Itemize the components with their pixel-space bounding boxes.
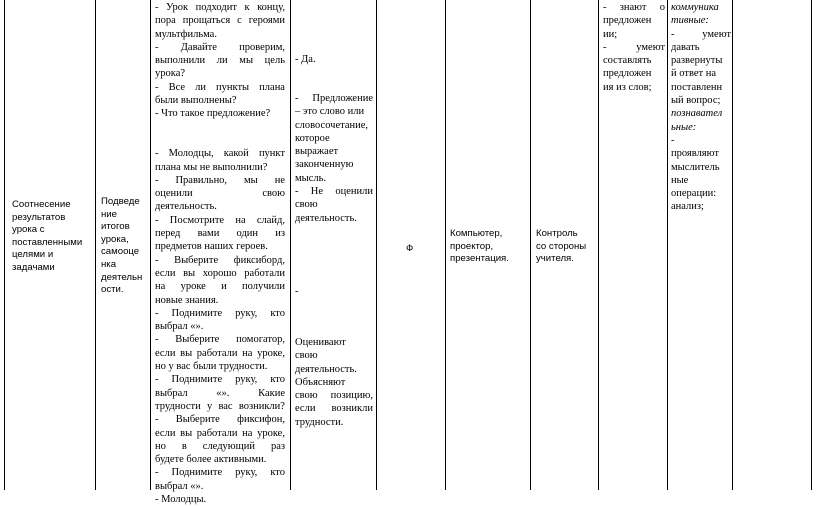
result-line: ия из слов;: [603, 81, 652, 93]
student-text-line: -: [295, 286, 299, 297]
means-line: презентация.: [450, 253, 509, 265]
student-activity-answer-2: [295, 92, 373, 225]
teacher-text-line: урока?: [155, 68, 186, 80]
teacher-text-line: деятельность.: [155, 201, 217, 213]
work-form-value: Ф: [406, 243, 414, 254]
teacher-text-line: выбрал «».: [155, 480, 204, 492]
goal-line: самооце: [101, 246, 140, 258]
teacher-activity-cell: [155, 1, 285, 506]
teacher-text-line: трудности у вас возникли?: [155, 400, 285, 412]
stage-line: результатов: [12, 211, 66, 223]
student-text-line: свою: [295, 350, 318, 362]
ula-heading: тивные:: [671, 15, 709, 27]
ula-line: мыслитель: [671, 161, 720, 173]
student-text-line: законченную: [295, 159, 354, 171]
teacher-text-line: если вы хорошо работали: [155, 267, 285, 279]
teacher-text-line: - Выберите помогатор,: [155, 334, 285, 346]
column-border: [95, 0, 96, 490]
stage-goal-cell: [101, 196, 149, 297]
column-border: [4, 0, 5, 490]
student-activity-answer-1: [295, 53, 373, 66]
goal-line: деятельн: [101, 271, 143, 283]
teacher-text-line: выбрал «».: [155, 321, 204, 333]
goal-line: ости.: [101, 284, 124, 296]
lesson-stage-cell: [12, 199, 94, 275]
control-line: учителя.: [536, 253, 574, 265]
student-text-line: которое: [295, 132, 330, 144]
student-text-line: Объясняют: [295, 376, 346, 388]
student-text-line: Оценивают: [295, 337, 346, 348]
teacher-text-line: выбрал «». Какие: [155, 387, 285, 399]
teacher-text-line: - Выберите фиксиборд,: [155, 254, 285, 266]
student-text-line: словосочетание,: [295, 119, 369, 131]
teacher-text-line: на уроке и получили: [155, 281, 285, 293]
student-text-line: деятельность.: [295, 212, 357, 224]
student-text-line: мысль.: [295, 172, 327, 184]
stage-line: урока с: [12, 224, 45, 236]
result-line: предложен: [603, 68, 652, 80]
column-border: [290, 0, 291, 490]
goal-line: ние: [101, 208, 117, 220]
result-line: предложен: [603, 15, 652, 27]
student-text-line: - Да.: [295, 54, 316, 65]
teacher-text-line: если вы работали на уроке,: [155, 347, 285, 359]
teacher-text-line: перед вами один из: [155, 228, 285, 240]
teacher-text-line: - Молодцы, какой пункт: [155, 148, 285, 160]
student-text-line: трудности.: [295, 416, 344, 428]
blank-line: [155, 134, 285, 147]
stage-line: Соотнесение: [12, 199, 71, 210]
teacher-text-line: - Молодцы.: [155, 493, 207, 505]
means-line: проектор,: [450, 240, 494, 252]
teacher-text-line: оценили свою: [155, 188, 285, 200]
control-line: Контроль: [536, 228, 578, 239]
column-border: [667, 0, 668, 490]
teacher-text-line: если вы работали на уроке,: [155, 427, 285, 439]
goal-line: нка: [101, 258, 117, 270]
teacher-text-line: - Что такое предложение?: [155, 108, 271, 120]
ula-heading: ьные:: [671, 121, 697, 133]
stage-line: целями и: [12, 249, 54, 261]
column-border: [732, 0, 733, 490]
column-border: [376, 0, 377, 490]
teaching-means-cell: [450, 228, 528, 266]
ula-line: поставленн: [671, 81, 723, 93]
result-line: ии;: [603, 28, 618, 40]
goal-line: Подведе: [101, 196, 140, 207]
subject-results-cell: [603, 1, 665, 94]
student-text-line: - Не оценили: [295, 186, 373, 198]
ula-line: й ответ на: [671, 68, 716, 80]
student-text-line: деятельность.: [295, 363, 357, 375]
ula-line: ый вопрос;: [671, 95, 721, 107]
teacher-text-line: были выполнены?: [155, 95, 237, 107]
column-border: [150, 0, 151, 490]
result-line: - знают о: [603, 2, 665, 13]
teacher-text-line: новые знания.: [155, 294, 219, 306]
student-activity-self-assessment: [295, 336, 373, 429]
result-line: составлять: [603, 55, 652, 67]
teacher-text-line: но в следующий раз: [155, 440, 285, 452]
teacher-text-line: - Поднимите руку, кто: [155, 307, 285, 319]
teacher-text-line: - Выберите фиксифон,: [155, 414, 285, 426]
ula-line: давать: [671, 41, 700, 53]
student-text-line: – это слово или: [295, 106, 365, 118]
ula-line: -: [671, 134, 675, 146]
stage-line: поставленными: [12, 236, 83, 248]
teacher-text-line: мультфильма.: [155, 28, 217, 40]
column-border: [445, 0, 446, 490]
teacher-text-line: выполнили ли мы цель: [155, 55, 285, 67]
student-text-line: если возникли: [295, 403, 373, 415]
ula-line: развернуты: [671, 55, 723, 67]
ula-line: ные: [671, 174, 689, 186]
work-form-cell: [406, 243, 426, 256]
teacher-text-line: - Посмотрите на слайд,: [155, 214, 285, 226]
column-border: [530, 0, 531, 490]
teacher-text-line: - Урок подходит к концу,: [155, 2, 285, 13]
teacher-text-line: но у вас были трудности.: [155, 361, 268, 373]
teacher-text-line: пора прощаться с героями: [155, 15, 285, 27]
teacher-text-line: - Поднимите руку, кто: [155, 467, 285, 479]
ula-line: операции:: [671, 188, 717, 200]
teacher-text-line: будете более активными.: [155, 454, 267, 466]
student-activity-dash: [295, 285, 373, 298]
ula-line: проявляют: [671, 148, 719, 160]
stage-line: задачами: [12, 261, 55, 273]
teacher-text-line: - Все ли пункты плана: [155, 81, 285, 93]
student-text-line: - Предложение: [295, 93, 373, 104]
ula-heading: познавател: [671, 108, 723, 120]
ula-line: - умеют: [671, 28, 731, 40]
goal-line: урока,: [101, 233, 129, 245]
control-line: со стороны: [536, 240, 587, 252]
goal-line: итогов: [101, 221, 130, 233]
student-text-line: свою: [295, 199, 318, 211]
blank-line: [155, 121, 285, 134]
student-text-line: выражает: [295, 146, 339, 158]
column-border: [598, 0, 599, 490]
teacher-text-line: предметов наших героев.: [155, 241, 268, 253]
teacher-text-line: - Давайте проверим,: [155, 41, 285, 53]
control-cell: [536, 228, 596, 266]
means-line: Компьютер,: [450, 228, 503, 239]
teacher-text-line: - Правильно, мы не: [155, 174, 285, 186]
student-text-line: свою позицию,: [295, 390, 373, 402]
ula-line: анализ;: [671, 201, 704, 213]
teacher-text-line: - Поднимите руку, кто: [155, 374, 285, 386]
learning-actions-cell: [671, 1, 731, 214]
ula-heading: коммуника: [671, 2, 719, 13]
result-line: - умеют: [603, 41, 665, 53]
teacher-text-line: плана мы не выполнили?: [155, 161, 268, 173]
column-border: [811, 0, 812, 490]
